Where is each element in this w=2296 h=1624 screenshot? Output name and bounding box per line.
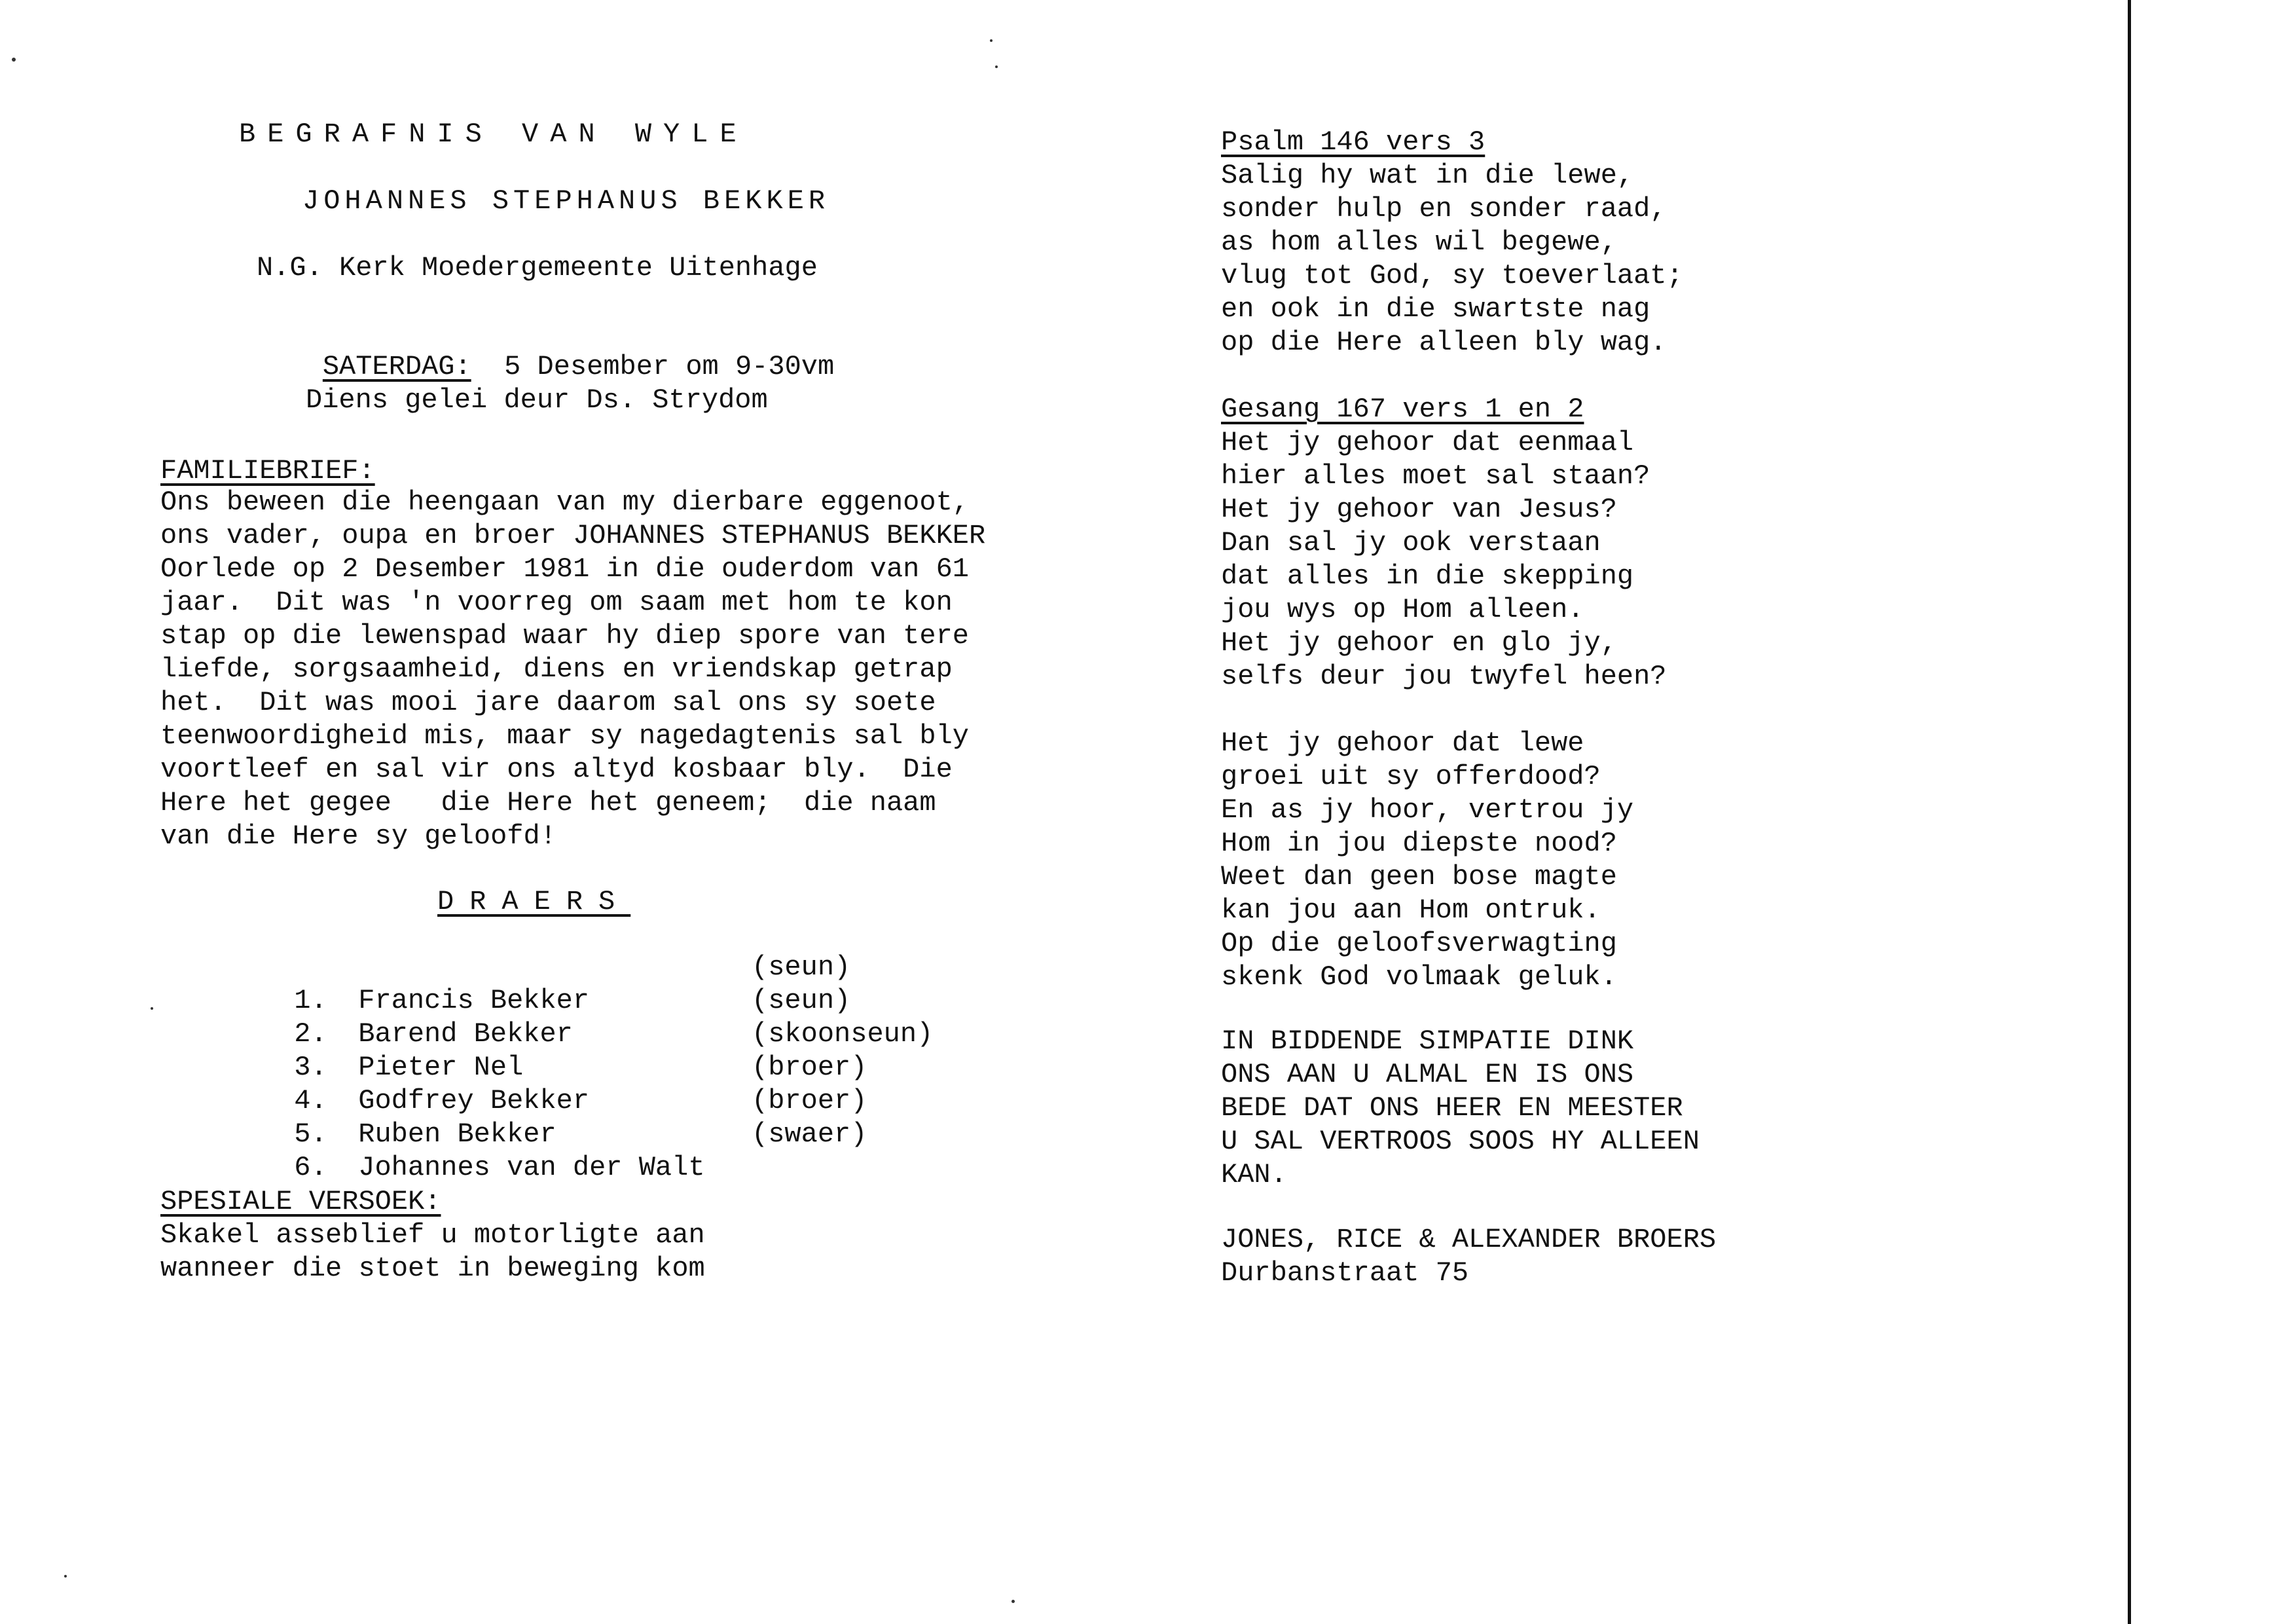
bearer-name: Godfrey Bekker [358, 1085, 590, 1116]
bearer-number: 6. [294, 1152, 327, 1183]
family-letter-line: liefde, sorgsaamheid, diens en vriendskap getrap [160, 654, 953, 685]
bearer-number: 5. [294, 1118, 327, 1150]
hymn-line: Het jy gehoor van Jesus? [1221, 494, 1617, 525]
hymn-line: Het jy gehoor dat lewe [1221, 728, 1584, 759]
family-letter-line: Ons beween die heengaan van my dierbare eggenoot, [160, 487, 970, 518]
hymn-heading: Gesang 167 vers 1 en 2 [1221, 394, 1584, 425]
family-letter-line: jaar. Dit was 'n voorreg om saam met hom te kon [160, 587, 953, 618]
scan-speck [12, 58, 16, 62]
family-letter-line: Here het gegee die Here het geneem; die naam [160, 787, 936, 819]
psalm-line: as hom alles wil begewe, [1221, 227, 1617, 258]
bearer-relation: (swaer) [752, 1118, 867, 1150]
hymn-line: dat alles in die skepping [1221, 561, 1634, 592]
hymn-line: En as jy hoor, vertrou jy [1221, 794, 1634, 826]
bearer-relation: (broer) [752, 1052, 867, 1083]
hymn-line: Op die geloofsverwagting [1221, 928, 1617, 959]
hymn-line: selfs deur jou twyfel heen? [1221, 661, 1667, 692]
family-letter-line: ons vader, oupa en broer JOHANNES STEPHANUS BEKKER [160, 520, 986, 551]
bearer-name: Ruben Bekker [358, 1118, 556, 1150]
undertaker-name: JONES, RICE & ALEXANDER BROERS [1221, 1224, 1717, 1255]
hymn-line: Hom in jou diepste nood? [1221, 828, 1617, 859]
hymn-line: jou wys op Hom alleen. [1221, 594, 1584, 625]
scan-speck [151, 1007, 153, 1010]
page-edge-line [2128, 0, 2131, 1624]
family-letter-line: Oorlede op 2 Desember 1981 in die ouderdom van 61 [160, 553, 970, 585]
scan-speck [64, 1575, 67, 1578]
bearer-name: Francis Bekker [358, 985, 590, 1016]
hymn-line: skenk God volmaak geluk. [1221, 961, 1617, 993]
bearer-relation: (broer) [752, 1085, 867, 1116]
special-request-line: wanneer die stoet in beweging kom [160, 1253, 705, 1284]
family-letter-line: stap op die lewenspad waar hy diep spore van tere [160, 620, 970, 652]
bearer-number: 2. [294, 1018, 327, 1050]
deceased-name: JOHANNES STEPHANUS BEKKER [302, 185, 830, 217]
sympathy-line: ONS AAN U ALMAL EN IS ONS [1221, 1059, 1634, 1090]
service-officiant: Diens gelei deur Ds. Strydom [306, 384, 768, 416]
sympathy-line: IN BIDDENDE SIMPATIE DINK [1221, 1025, 1634, 1057]
scan-speck [990, 39, 993, 42]
special-request-heading: SPESIALE VERSOEK: [160, 1186, 441, 1217]
sympathy-line: U SAL VERTROOS SOOS HY ALLEEN [1221, 1126, 1700, 1157]
family-letter-line: voortleef en sal vir ons altyd kosbaar bly. Die [160, 754, 953, 785]
psalm-line: sonder hulp en sonder raad, [1221, 193, 1667, 225]
psalm-line: en ook in die swartste nag [1221, 293, 1650, 325]
bearer-name: Johannes van der Walt [358, 1152, 705, 1183]
hymn-line: Het jy gehoor dat eenmaal [1221, 427, 1634, 458]
church-name: N.G. Kerk Moedergemeente Uitenhage [257, 252, 818, 284]
scan-speck [1011, 1600, 1015, 1603]
scan-speck [995, 65, 998, 68]
psalm-heading: Psalm 146 vers 3 [1221, 126, 1485, 158]
sympathy-line: BEDE DAT ONS HEER EN MEESTER [1221, 1092, 1683, 1124]
undertaker-address: Durbanstraat 75 [1221, 1257, 1469, 1289]
psalm-line: op die Here alleen bly wag. [1221, 327, 1667, 358]
special-request-line: Skakel asseblief u motorligte aan [160, 1219, 705, 1251]
psalm-line: vlug tot God, sy toeverlaat; [1221, 260, 1683, 291]
bearer-relation: (skoonseun) [752, 1018, 934, 1050]
hymn-line: groei uit sy offerdood? [1221, 761, 1601, 792]
program-title: BEGRAFNIS VAN WYLE [239, 119, 748, 150]
hymn-line: hier alles moet sal staan? [1221, 460, 1650, 492]
service-date-value: 5 Desember om 9-30vm [504, 351, 835, 382]
hymn-line: Dan sal jy ook verstaan [1221, 527, 1601, 559]
family-letter-line: teenwoordigheid mis, maar sy nagedagtenis sal bly [160, 720, 970, 752]
hymn-line: Het jy gehoor en glo jy, [1221, 627, 1617, 659]
bearer-number: 4. [294, 1085, 327, 1116]
bearers-heading: DRAERS [437, 886, 631, 917]
bearer-relation: (seun) [752, 951, 851, 983]
sympathy-line: KAN. [1221, 1159, 1287, 1190]
bearer-number: 1. [294, 985, 327, 1016]
family-letter-line: van die Here sy geloofd! [160, 821, 556, 852]
hymn-line: kan jou aan Hom ontruk. [1221, 895, 1601, 926]
psalm-line: Salig hy wat in die lewe, [1221, 160, 1634, 191]
hymn-line: Weet dan geen bose magte [1221, 861, 1617, 893]
family-letter-heading: FAMILIEBRIEF: [160, 455, 375, 487]
service-date-label: SATERDAG: [322, 351, 471, 382]
bearer-number: 3. [294, 1052, 327, 1083]
bearer-name: Barend Bekker [358, 1018, 573, 1050]
bearer-relation: (seun) [752, 985, 851, 1016]
family-letter-line: het. Dit was mooi jare daarom sal ons sy soete [160, 687, 936, 718]
bearer-name: Pieter Nel [358, 1052, 524, 1083]
